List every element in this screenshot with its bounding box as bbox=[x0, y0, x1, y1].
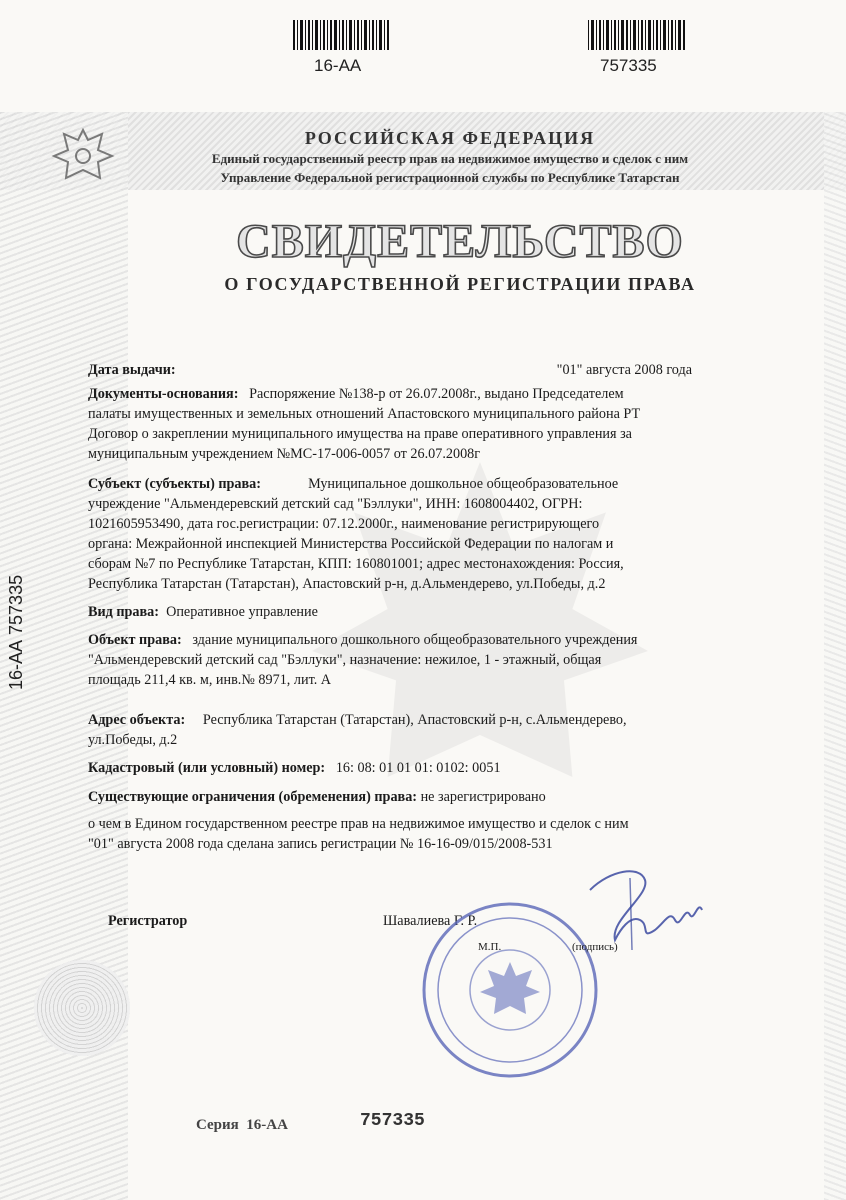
barcode-left bbox=[293, 20, 391, 50]
object-text-2: площадь 211,4 кв. м, инв.№ 8971, лит. А bbox=[88, 672, 332, 688]
registrar-name: Шавалиева Г. Р. bbox=[383, 913, 478, 929]
right-type-line bbox=[88, 603, 318, 621]
right-type-value: Оперативное управление bbox=[166, 604, 318, 620]
record-text-0: о чем в Едином государственном реестре прав на недвижимое имущество и сделок с ним bbox=[88, 816, 629, 832]
bottom-number: 757335 bbox=[360, 1111, 425, 1131]
header-department: Управление Федеральной регистрационной службы по Республике Татарстан bbox=[220, 170, 680, 185]
documents-label: Документы-основания: bbox=[88, 386, 239, 402]
subject-text-4: сборам №7 по Республике Татарстан, КПП: 160801001; адрес местонахождения: Россия, bbox=[88, 556, 624, 572]
subject-text-0: Муниципальное дошкольное общеобразовательное bbox=[308, 476, 619, 492]
restrictions-value: не зарегистрировано bbox=[420, 789, 546, 805]
bottom-series bbox=[196, 1116, 288, 1134]
subject-line-0 bbox=[88, 475, 618, 493]
cadastral-label: Кадастровый (или условный) номер: bbox=[88, 760, 326, 776]
documents-text-3: муниципальным учреждением №МС-17-006-0057 от 26.07.2008г bbox=[88, 446, 481, 462]
record-text-1: "01" августа 2008 года сделана запись регистрации № 16-16-09/015/2008-531 bbox=[88, 836, 553, 852]
bottom-series-code: 16-АА bbox=[246, 1117, 288, 1133]
documents-text-0: Распоряжение №138-р от 26.07.2008г., выдано Председателем bbox=[249, 386, 624, 402]
side-series-code: 16-АА 757335 bbox=[6, 574, 26, 690]
document-title: СВИДЕТЕЛЬСТВО bbox=[236, 215, 684, 268]
top-number: 757335 bbox=[600, 56, 657, 75]
bottom-series-label: Серия bbox=[196, 1117, 239, 1133]
cadastral-line bbox=[88, 759, 501, 777]
subject-text-3: органа: Межрайонной инспекцией Министерства Российской Федерации по налогам и bbox=[88, 536, 614, 552]
barcode-right bbox=[588, 20, 686, 50]
cadastral-value: 16: 08: 01 01 01: 0102: 0051 bbox=[335, 760, 501, 776]
address-line-0 bbox=[88, 711, 627, 729]
header-registry: Единый государственный реестр прав на недвижимое имущество и сделок с ним bbox=[211, 151, 689, 166]
handwritten-signature bbox=[570, 860, 710, 960]
documents-line-0 bbox=[88, 385, 624, 403]
top-series-code: 16-АА bbox=[314, 56, 362, 75]
restrictions-label: Существующие ограничения (обременения) права: bbox=[88, 789, 418, 805]
object-line-0 bbox=[88, 631, 637, 649]
object-label: Объект права: bbox=[88, 632, 182, 648]
object-text-1: "Альмендеревский детский сад "Бэллуки", назначение: нежилое, 1 - этажный, общая bbox=[88, 652, 602, 668]
mp-label: М.П. bbox=[478, 941, 502, 953]
right-guilloche-border bbox=[824, 112, 846, 1200]
address-label: Адрес объекта: bbox=[88, 712, 186, 728]
subject-text-2: 1021605953490, дата гос.регистрации: 07.12.2000г., наименование регистрирующего bbox=[88, 516, 600, 532]
issue-date-label: Дата выдачи: bbox=[88, 362, 176, 378]
documents-text-1: палаты имущественных и земельных отношений Апастовского муниципального района РТ bbox=[88, 406, 641, 422]
subject-text-5: Республика Татарстан (Татарстан), Апастовский р-н, д.Альмендерево, ул.Победы, д.2 bbox=[88, 576, 606, 592]
object-text-0: здание муниципального дошкольного общеобразовательного учреждения bbox=[192, 632, 638, 648]
subject-label: Субъект (субъекты) права: bbox=[88, 476, 261, 492]
right-type-label: Вид права: bbox=[88, 604, 159, 620]
issue-date-value: "01" августа 2008 года bbox=[556, 362, 692, 378]
address-text-1: ул.Победы, д.2 bbox=[88, 732, 178, 748]
restrictions-line bbox=[88, 788, 546, 806]
document-subtitle: О ГОСУДАРСТВЕННОЙ РЕГИСТРАЦИИ ПРАВА bbox=[224, 274, 696, 294]
guilloche-rosette bbox=[34, 960, 130, 1056]
documents-text-2: Договор о закреплении муниципального имущества на праве оперативного управления за bbox=[88, 426, 632, 442]
header-country: РОССИЙСКАЯ ФЕДЕРАЦИЯ bbox=[304, 128, 596, 148]
registrar-label: Регистратор bbox=[108, 913, 188, 929]
address-text-0: Республика Татарстан (Татарстан), Апастовский р-н, с.Альмендерево, bbox=[202, 712, 627, 728]
eagle-emblem-icon bbox=[48, 124, 118, 188]
subject-text-1: учреждение "Альмендеревский детский сад "Бэллуки", ИНН: 1608004402, ОГРН: bbox=[88, 496, 583, 512]
signature-hint: (подпись) bbox=[572, 941, 618, 953]
